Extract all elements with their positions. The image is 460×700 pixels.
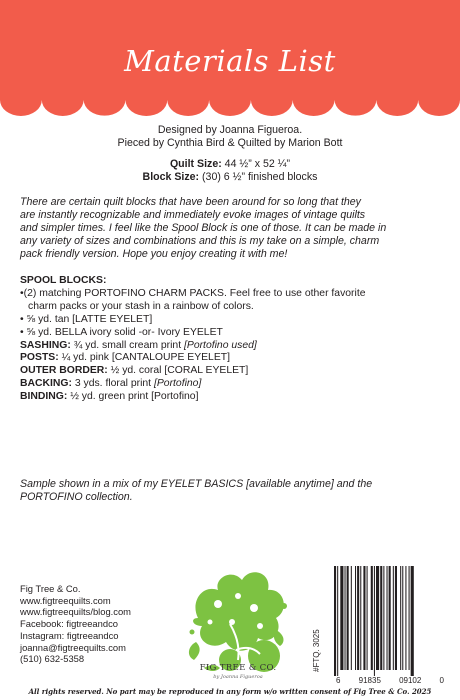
logo-name: FIG TREE & CO. — [199, 663, 277, 673]
intro-line: and simpler times. I feel like the Spool Block is one of those. It can be made in — [20, 222, 387, 234]
barcode-bar — [402, 566, 403, 670]
backing-item: BACKING: 3 yds. floral print [Portofino] — [20, 378, 202, 390]
sample-line: PORTOFINO collection. — [20, 491, 133, 503]
tan-fabric: • ⅝ yd. tan [LATTE EYELET] — [20, 313, 153, 325]
logo-byline: by Joanna Figueroa — [213, 674, 263, 680]
quilt-size — [0, 158, 460, 171]
barcode-bar — [376, 566, 379, 670]
block-size — [0, 171, 460, 184]
sample-note — [20, 478, 440, 504]
outer-border-item: OUTER BORDER: ½ yd. coral [CORAL EYELET] — [20, 365, 249, 377]
website-link[interactable]: www.figtreequilts.com — [20, 594, 111, 606]
barcode-bar — [371, 566, 373, 670]
barcode-digit: 0 — [439, 676, 444, 685]
credits — [0, 124, 460, 150]
barcode-bar — [355, 566, 356, 670]
intro-line: any variety of sizes and combinations and this is my take on a simple, charm — [20, 235, 380, 247]
sashing-item: SASHING: ¾ yd. small cream print [Portofino used] — [20, 339, 257, 351]
designer-credit: Designed by Joanna Figueroa. — [157, 124, 303, 136]
sashing-label: SASHING: — [20, 339, 71, 351]
barcode-digit: 91835 — [358, 676, 381, 685]
barcode-icon — [326, 566, 446, 682]
phone-number: (510) 632-5358 — [20, 653, 85, 665]
binding-label: BINDING: — [20, 391, 68, 403]
ivory-fabric: • ⅝ yd. BELLA ivory solid -or- Ivory EYELET — [20, 326, 223, 338]
barcode-bar — [405, 566, 406, 670]
barcode-bar — [380, 566, 382, 670]
barcode-bar — [400, 566, 401, 670]
barcode-bar — [360, 566, 361, 670]
intro-line: There are certain quilt blocks that have been around for so long that they — [20, 196, 361, 208]
block-size-value: (30) 6 ½” finished blocks — [199, 171, 318, 183]
barcode-bar — [363, 566, 365, 670]
intro-line: pack friendly version. Hope you enjoy creating it with me! — [20, 248, 288, 260]
posts-item: POSTS: ¼ yd. pink [CANTALOUPE EYELET] — [20, 352, 231, 364]
barcode-digit: 09102 — [399, 676, 422, 685]
block-size-label: Block Size: — [142, 171, 200, 183]
intro-line: are instantly recognizable and immediately evoke images of vintage quilts — [20, 209, 366, 221]
backing-label: BACKING: — [20, 378, 72, 390]
size-info — [0, 158, 460, 184]
barcode-bar — [393, 566, 394, 670]
spool-blocks-heading: SPOOL BLOCKS: — [20, 275, 107, 286]
barcode-bar — [383, 566, 384, 670]
barcode-bar — [334, 566, 336, 676]
barcode-number — [336, 676, 444, 685]
posts-label: POSTS: — [20, 352, 59, 364]
intro-paragraph — [20, 196, 444, 261]
barcode-bar — [351, 566, 352, 670]
binding-item: BINDING: ½ yd. green print [Portofino] — [20, 391, 199, 403]
email-link[interactable]: joanna@figtreequilts.com — [20, 641, 126, 653]
barcode-bar — [337, 566, 338, 676]
barcode-bar — [345, 566, 346, 670]
barcode-bar — [347, 566, 349, 670]
product-sku: #FTQ. 3025 — [312, 629, 321, 672]
copyright-footer: All rights reserved. No part may be reproduced in any form w/o written consent of Fig Tree & Co. 2025 — [28, 687, 432, 696]
barcode-bar — [340, 566, 343, 670]
barcode-bar — [411, 566, 414, 676]
barcode-bar — [357, 566, 359, 670]
company-name: Fig Tree & Co. — [20, 583, 81, 594]
quilt-size-label: Quilt Size: — [169, 158, 222, 170]
barcode-bar — [395, 566, 397, 670]
page-title: Materials List — [124, 44, 336, 78]
quilt-size-value: 44 ½” x 52 ¼” — [221, 158, 291, 170]
sample-line: Sample shown in a mix of my EYELET BASICS [available anytime] and the — [20, 478, 373, 490]
blog-link[interactable]: www.figtreequilts/blog.com — [20, 606, 131, 618]
quilter-credit: Pieced by Cynthia Bird & Quilted by Marion Bott — [117, 137, 343, 149]
barcode-bar — [409, 566, 410, 670]
outer-border-label: OUTER BORDER: — [20, 365, 108, 377]
facebook-handle: Facebook: figtreeandco — [20, 618, 118, 630]
instagram-handle: Instagram: figtreeandco — [20, 629, 119, 641]
contact-info — [20, 583, 131, 665]
barcode-bar — [374, 566, 375, 676]
charm-packs-line: •(2) matching PORTOFINO CHARM PACKS. Feel free to use other favorite — [20, 287, 366, 299]
materials-list — [20, 275, 450, 404]
charm-packs-line-2: charm packs or your stash in a rainbow of colors. — [28, 300, 254, 312]
barcode-bar — [389, 566, 391, 670]
barcode-bar — [367, 566, 368, 670]
barcode-bar — [387, 566, 388, 670]
barcode-digit: 6 — [336, 676, 341, 685]
